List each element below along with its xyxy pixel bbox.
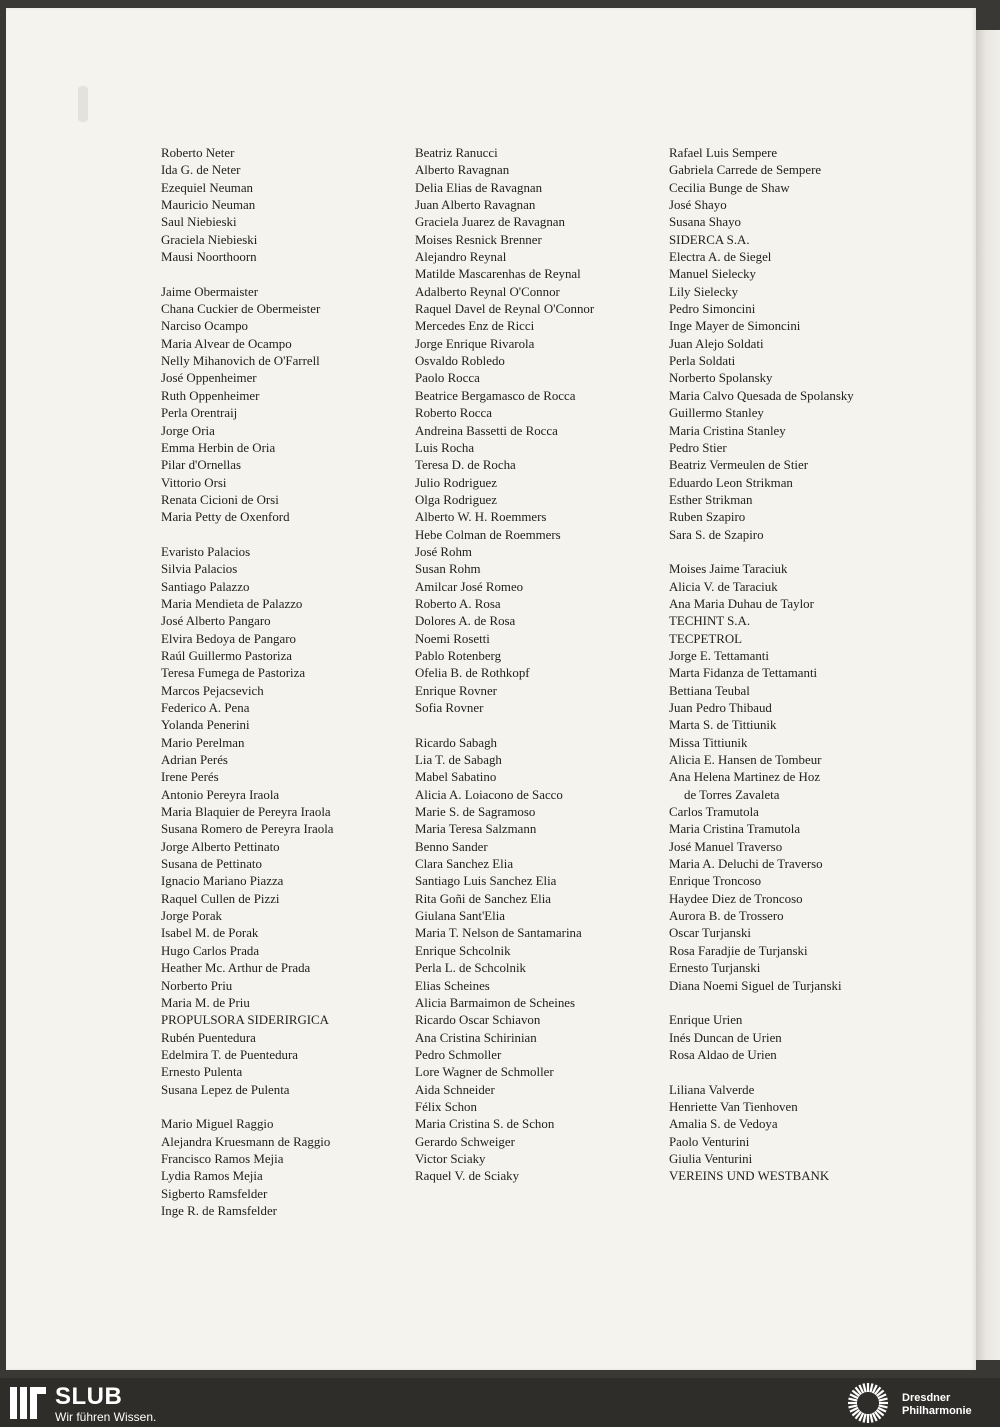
donor-name: Hugo Carlos Prada — [161, 943, 260, 958]
donor-name: Olga Rodriguez — [415, 492, 497, 507]
donor-name: Elias Scheines — [415, 978, 490, 993]
donor-name: Elvira Bedoya de Pangaro — [161, 631, 296, 646]
page-edge — [976, 30, 1000, 1360]
library-tagline: Wir führen Wissen. — [55, 1410, 157, 1424]
donor-name: Raúl Guillermo Pastoriza — [161, 648, 293, 663]
donor-name: Inés Duncan de Urien — [669, 1030, 782, 1045]
section-gap — [161, 527, 334, 544]
donor-name: Pilar d'Ornellas — [161, 458, 242, 473]
donor-name: José Alberto Pangaro — [161, 614, 271, 629]
donor-name: Ernesto Turjanski — [669, 961, 761, 976]
donor-name: Maria Blaquier de Pereyra Iraola — [161, 805, 331, 820]
philharmonie-sunburst-icon[interactable] — [840, 1381, 896, 1425]
donor-name: Moises Resnick Brenner — [415, 232, 542, 247]
donor-name: Raquel Cullen de Pizzi — [161, 891, 280, 906]
donor-name: Pedro Schmoller — [415, 1047, 502, 1062]
donor-name: Maria Petty de Oxenford — [161, 510, 290, 525]
donor-name: Ana Cristina Schirinian — [415, 1030, 537, 1045]
names-column-middle — [415, 145, 594, 1186]
donor-name: Enrique Rovner — [415, 683, 497, 698]
donor-name: Noemi Rosetti — [415, 631, 490, 646]
donor-name: PROPULSORA SIDERIRGICA — [161, 1013, 329, 1028]
donor-name: Alejandra Kruesmann de Raggio — [161, 1134, 331, 1149]
donor-name: Rosa Faradjie de Turjanski — [669, 943, 808, 958]
donor-name: Aurora B. de Trossero — [669, 909, 784, 924]
donor-name: Benno Sander — [415, 839, 488, 854]
donor-name: Amilcar José Romeo — [415, 579, 524, 594]
donor-name: Gabriela Carrede de Sempere — [669, 163, 822, 178]
donor-name: Osvaldo Robledo — [415, 354, 505, 369]
donor-name: Ruth Oppenheimer — [161, 388, 260, 403]
donor-name: Beatriz Ranucci — [415, 146, 498, 160]
section-gap — [161, 266, 334, 283]
donor-name: Mario Miguel Raggio — [161, 1117, 274, 1132]
donor-name: Perla Soldati — [669, 354, 736, 369]
page-smudge — [78, 86, 88, 122]
donor-name: Beatriz Vermeulen de Stier — [669, 458, 809, 473]
donor-name: Ernesto Pulenta — [161, 1065, 243, 1080]
donor-name: Inge R. de Ramsfelder — [161, 1203, 277, 1218]
donor-name: Rubén Puentedura — [161, 1030, 256, 1045]
donor-name: SIDERCA S.A. — [669, 232, 750, 247]
donor-name: Juan Alejo Soldati — [669, 336, 764, 351]
donor-name: Ignacio Mariano Piazza — [161, 874, 284, 889]
donor-name: Perla L. de Schcolnik — [415, 961, 526, 976]
donor-name: Cecilia Bunge de Shaw — [669, 180, 790, 195]
donor-name: Ana Maria Duhau de Taylor — [669, 596, 814, 611]
donor-name: Jorge Oria — [161, 423, 215, 438]
donor-name: José Rohm — [415, 544, 472, 559]
names-column-left — [161, 145, 334, 1220]
sunburst-ray — [879, 1399, 888, 1401]
donor-name: Norberto Priu — [161, 978, 233, 993]
slub-logo-icon[interactable] — [10, 1387, 46, 1419]
donor-name: Susana Lepez de Pulenta — [161, 1082, 290, 1097]
donor-name: Bettiana Teubal — [669, 683, 750, 698]
donor-name: Juan Pedro Thibaud — [669, 701, 772, 715]
donor-name: Silvia Palacios — [161, 562, 238, 577]
donor-name: Maria Cristina Tramutola — [669, 822, 801, 837]
partner-name-line2: Philharmonie — [902, 1405, 972, 1417]
donor-name: Maria Cristina Stanley — [669, 423, 786, 438]
donor-name: Delia Elias de Ravagnan — [415, 180, 543, 195]
donor-name: Diana Noemi Siguel de Turjanski — [669, 978, 842, 993]
donor-name: Marie S. de Sagramoso — [415, 805, 536, 820]
donor-name: Julio Rodriguez — [415, 475, 497, 490]
donor-name: José Manuel Traverso — [669, 839, 783, 854]
donor-name: Mauricio Neuman — [161, 198, 256, 213]
donor-name: Lydia Ramos Mejia — [161, 1169, 263, 1184]
donor-name: Jorge E. Tettamanti — [669, 648, 769, 663]
donor-name: Susana de Pettinato — [161, 857, 262, 872]
donor-name: Irene Perés — [161, 770, 219, 785]
donor-name: Ida G. de Neter — [161, 163, 241, 178]
section-gap — [669, 1064, 854, 1081]
donor-name: Giulana Sant'Elia — [415, 909, 506, 924]
names-column-right — [669, 145, 854, 1186]
donor-name: Marcos Pejacsevich — [161, 683, 264, 698]
sunburst-ray — [879, 1405, 888, 1407]
donor-name: Lia T. de Sabagh — [415, 753, 502, 768]
donor-name: Luis Rocha — [415, 440, 475, 455]
donor-name: TECPETROL — [669, 631, 743, 646]
donor-name: Maria Teresa Salzmann — [415, 822, 537, 837]
donor-name: Pablo Rotenberg — [415, 648, 502, 663]
donor-name: VEREINS UND WESTBANK — [669, 1169, 830, 1184]
donor-name: Enrique Troncoso — [669, 874, 762, 889]
viewer-footer — [0, 1378, 1000, 1427]
donor-name: Marta Fidanza de Tettamanti — [669, 666, 818, 681]
partner-name-line1: Dresdner — [902, 1392, 951, 1404]
section-gap — [669, 995, 854, 1012]
donor-name: Ricardo Oscar Schiavon — [415, 1013, 541, 1028]
donor-name: Juan Alberto Ravagnan — [415, 198, 536, 213]
donor-name: Renata Cicioni de Orsi — [161, 492, 279, 507]
donor-name: Alicia V. de Taraciuk — [669, 579, 778, 594]
donor-name: Manuel Sielecky — [669, 267, 756, 282]
donor-name: Jorge Enrique Rivarola — [415, 336, 535, 351]
donor-name: Raquel Davel de Reynal O'Connor — [415, 302, 595, 317]
donor-name: Evaristo Palacios — [161, 544, 251, 559]
donor-name: Antonio Pereyra Iraola — [161, 787, 280, 802]
donor-name: Marta S. de Tittiunik — [669, 718, 777, 733]
donor-name: Dolores A. de Rosa — [415, 614, 516, 629]
donor-name: Teresa D. de Rocha — [415, 458, 516, 473]
donor-name: Eduardo Leon Strikman — [669, 475, 793, 490]
donor-name: Gerardo Schweiger — [415, 1134, 515, 1149]
donor-name: Sara S. de Szapiro — [669, 527, 764, 542]
donor-name: Giulia Venturini — [669, 1151, 753, 1166]
donor-name: Saul Niebieski — [161, 215, 237, 230]
library-name[interactable]: SLUB — [55, 1383, 123, 1410]
donor-name: Ricardo Sabagh — [415, 735, 497, 750]
donor-name: Mabel Sabatino — [415, 770, 497, 785]
donor-name: Rita Goñi de Sanchez Elia — [415, 891, 552, 906]
donor-name: Esther Strikman — [669, 492, 753, 507]
donor-name: Henriette Van Tienhoven — [669, 1099, 798, 1114]
donor-name: Emma Herbin de Oria — [161, 440, 276, 455]
donor-name: Yolanda Penerini — [161, 718, 250, 733]
section-gap — [669, 544, 854, 561]
donor-name: Electra A. de Siegel — [669, 250, 772, 265]
donor-name: Sigberto Ramsfelder — [161, 1186, 268, 1201]
donor-name: Carlos Tramutola — [669, 805, 759, 820]
donor-name: Ezequiel Neuman — [161, 180, 253, 195]
donor-name: Roberto Neter — [161, 146, 235, 160]
donor-name: Adrian Perés — [161, 753, 228, 768]
donor-name: Maria Mendieta de Palazzo — [161, 596, 303, 611]
donor-name: Liliana Valverde — [669, 1082, 755, 1097]
donor-name: Clara Sanchez Elia — [415, 857, 514, 872]
donor-name: Roberto Rocca — [415, 406, 492, 421]
donor-name: Mario Perelman — [161, 735, 245, 750]
donor-name: Paolo Rocca — [415, 371, 480, 386]
donor-name: Federico A. Pena — [161, 701, 250, 715]
donor-name: Edelmira T. de Puentedura — [161, 1047, 298, 1062]
donor-name: Lore Wagner de Schmoller — [415, 1065, 554, 1080]
donor-name: Enrique Schcolnik — [415, 943, 511, 958]
sunburst-ray — [870, 1384, 872, 1393]
donor-name: Santiago Palazzo — [161, 579, 250, 594]
donor-name: Guillermo Stanley — [669, 406, 764, 421]
donor-name: Roberto A. Rosa — [415, 596, 501, 611]
donor-name: Graciela Juarez de Ravagnan — [415, 215, 565, 230]
donor-name: Lily Sielecky — [669, 284, 739, 299]
donor-name: de Torres Zavaleta — [684, 787, 780, 802]
donor-name: Paolo Venturini — [669, 1134, 750, 1149]
donor-name: Jorge Porak — [161, 909, 222, 924]
donor-name: Norberto Spolansky — [669, 371, 773, 386]
donor-name: Alejandro Reynal — [415, 250, 507, 265]
donor-name: Maria Alvear de Ocampo — [161, 336, 292, 351]
donor-name: Mausi Noorthoorn — [161, 250, 257, 265]
donor-name: Jorge Alberto Pettinato — [161, 839, 280, 854]
donor-name: Matilde Mascarenhas de Reynal — [415, 267, 581, 282]
donor-name: Alberto Ravagnan — [415, 163, 510, 178]
donor-name: Beatrice Bergamasco de Rocca — [415, 388, 576, 403]
donor-name: Andreina Bassetti de Rocca — [415, 423, 558, 438]
donor-name: Chana Cuckier de Obermeister — [161, 302, 321, 317]
donor-name: Heather Mc. Arthur de Prada — [161, 961, 311, 976]
donor-name: Susana Romero de Pereyra Iraola — [161, 822, 334, 837]
donor-name: Ruben Szapiro — [669, 510, 746, 525]
donor-name: Maria T. Nelson de Santamarina — [415, 926, 582, 941]
section-gap — [161, 1099, 334, 1116]
donor-name: Sofia Rovner — [415, 701, 484, 715]
donor-name: Teresa Fumega de Pastoriza — [161, 666, 306, 681]
donor-name: Missa Tittiunik — [669, 735, 748, 750]
donor-name: Maria Calvo Quesada de Spolansky — [669, 388, 854, 403]
donor-name: Mercedes Enz de Ricci — [415, 319, 535, 334]
partner-name[interactable] — [902, 1392, 972, 1418]
sunburst-ray — [870, 1414, 872, 1423]
donor-name: Ofelia B. de Rothkopf — [415, 666, 530, 681]
donor-name: Isabel M. de Porak — [161, 926, 259, 941]
donor-name: Maria Cristina S. de Schon — [415, 1117, 555, 1132]
donor-name: Santiago Luis Sanchez Elia — [415, 874, 557, 889]
sunburst-ray — [849, 1405, 858, 1407]
donor-name: Alicia A. Loiacono de Sacco — [415, 787, 563, 802]
donor-name: Adalberto Reynal O'Connor — [415, 284, 560, 299]
donor-name: Oscar Turjanski — [669, 926, 752, 941]
donor-name: Alberto W. H. Roemmers — [415, 510, 547, 525]
donor-name: Moises Jaime Taraciuk — [669, 562, 788, 577]
donor-name: Félix Schon — [415, 1099, 477, 1114]
donor-name: Aida Schneider — [415, 1082, 495, 1097]
donor-name: Enrique Urien — [669, 1013, 743, 1028]
donor-name: Victor Sciaky — [415, 1151, 486, 1166]
donor-name: Pedro Simoncini — [669, 302, 756, 317]
donor-name: Amalia S. de Vedoya — [669, 1117, 778, 1132]
section-gap — [415, 717, 594, 734]
donor-name: Pedro Stier — [669, 440, 727, 455]
donor-name: Susana Shayo — [669, 215, 741, 230]
donor-name: Francisco Ramos Mejia — [161, 1151, 284, 1166]
donor-name: Rafael Luis Sempere — [669, 146, 778, 160]
donor-name: Narciso Ocampo — [161, 319, 248, 334]
donor-name: Inge Mayer de Simoncini — [669, 319, 801, 334]
donor-name: Haydee Diez de Troncoso — [669, 891, 803, 906]
donor-name: Graciela Niebieski — [161, 232, 258, 247]
donor-name: José Oppenheimer — [161, 371, 257, 386]
donor-name: Maria M. de Priu — [161, 995, 250, 1010]
donor-name: Rosa Aldao de Urien — [669, 1047, 777, 1062]
donor-name: Susan Rohm — [415, 562, 481, 577]
donor-name: Jaime Obermaister — [161, 284, 259, 299]
donor-name: Raquel V. de Sciaky — [415, 1169, 520, 1184]
sunburst-ray — [849, 1399, 858, 1401]
sunburst-ray — [864, 1384, 866, 1393]
donor-name: Alicia E. Hansen de Tombeur — [669, 753, 822, 768]
sunburst-ray — [864, 1414, 866, 1423]
donor-name: Hebe Colman de Roemmers — [415, 527, 561, 542]
donor-name: José Shayo — [669, 198, 727, 213]
donor-name: Vittorio Orsi — [161, 475, 227, 490]
donor-name: Ana Helena Martinez de Hoz — [669, 770, 821, 785]
donor-name: TECHINT S.A. — [669, 614, 751, 629]
donor-name: Maria A. Deluchi de Traverso — [669, 857, 823, 872]
donor-name: Nelly Mihanovich de O'Farrell — [161, 354, 320, 369]
donor-name: Alicia Barmaimon de Scheines — [415, 995, 576, 1010]
donor-name: Perla Orentraij — [161, 406, 238, 421]
